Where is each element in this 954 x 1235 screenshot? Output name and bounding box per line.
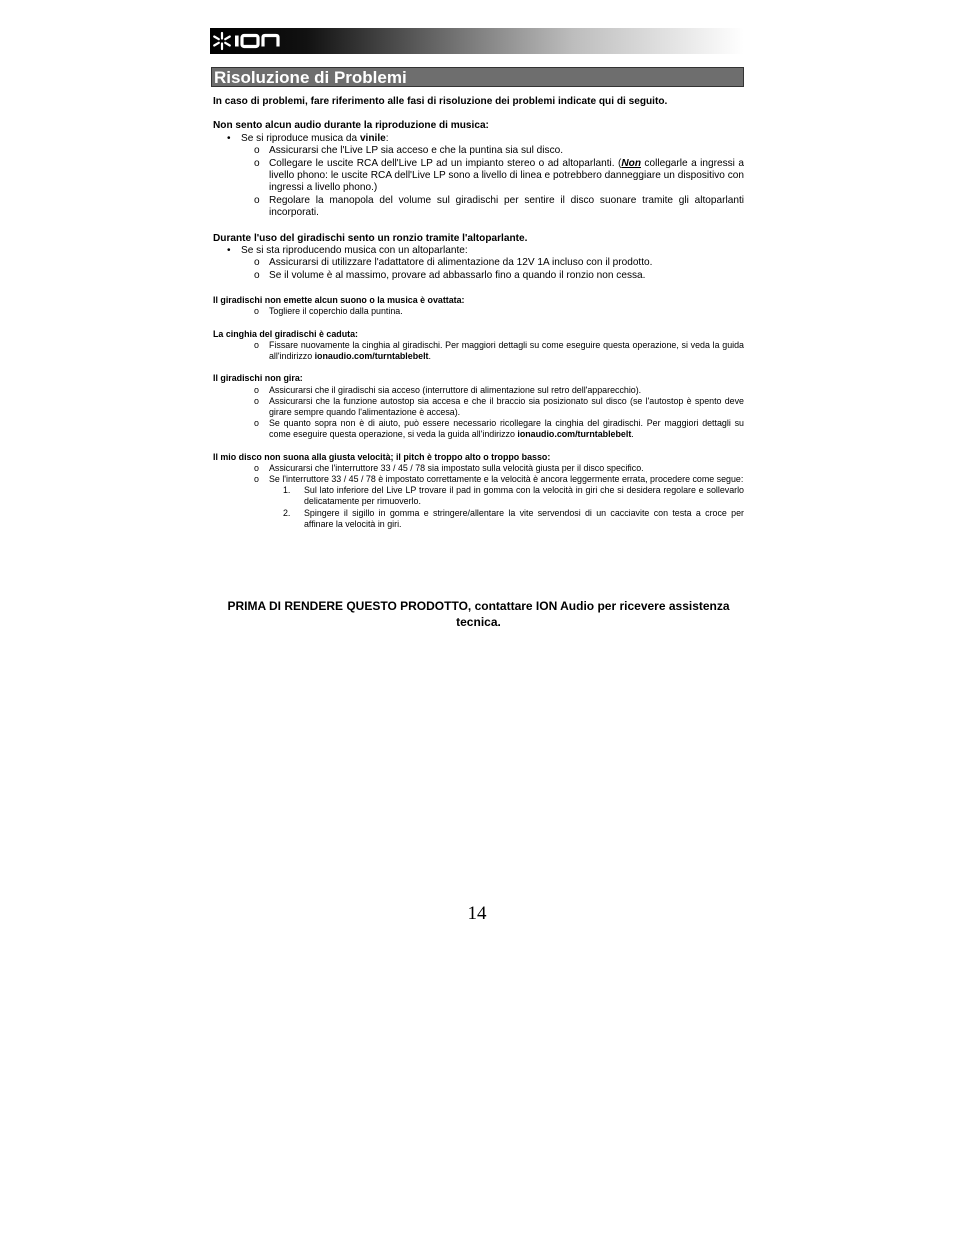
troubleshooting-content <box>213 96 744 530</box>
list-item: o Fissare nuovamente la cinghia al giradischi. Per maggiori dettagli su come eseguire questa operazione, si veda la guida all'indirizzo ionaudio.com/turntablebelt. <box>254 339 744 362</box>
list-item: o Assicurarsi che l'Live LP sia acceso e che la puntina sia sul disco. <box>254 145 564 157</box>
ion-logo-icon <box>212 31 284 51</box>
not-spinning-heading: Il giradischi non gira: <box>213 373 303 384</box>
hum-heading: Durante l'uso del giradischi sento un ronzio tramite l'altoparlante. <box>213 232 528 244</box>
speed-heading: Il mio disco non suona alla giusta velocità; il pitch è troppo alto o troppo basso: <box>213 451 551 462</box>
list-item: o Assicurarsi di utilizzare l'adattatore di alimentazione da 12V 1A incluso con il prodotto. <box>254 257 653 269</box>
no-audio-heading: Non sento alcun audio durante la riproduzione di musica: <box>213 120 489 132</box>
closing-note: PRIMA DI RENDERE QUESTO PRODOTTO, contattare ION Audio per ricevere assistenza tecnica. <box>227 599 730 629</box>
list-item: o Collegare le uscite RCA dell'Live LP ad un impianto stereo o ad altoparlanti. (Non collegarle a ingressi a livello phono: le uscite RCA dell'Live LP sono a livello di linea e potrebbero danneggiare un dispositivo con ingressi a livello phono.) <box>254 157 744 194</box>
page-number: 14 <box>467 903 487 924</box>
list-item: o Assicurarsi che la funzione autostop sia accesa e che il braccio sia posizionato sul disco (se l'autostop è spento deve girare sempre quando l'alimentazione è accesa). <box>254 395 744 417</box>
belt-heading: La cinghia del giradischi è caduta: <box>213 328 358 339</box>
section-title: Risoluzione di Problemi <box>211 67 744 87</box>
intro-text: In caso di problemi, fare riferimento alle fasi di risoluzione dei problemi indicate qui di seguito. <box>213 96 668 107</box>
list-item: o Assicurarsi che il giradischi sia acceso (interruttore di alimentazione sul retro dell'apparecchio). <box>254 384 642 395</box>
numbered-step: 2. Spingere il sigillo in gomma e stringere/allentare la vite servendosi di un cacciavite con testa a croce per affinare la velocità in giri. <box>283 507 744 529</box>
list-item: o Se quanto sopra non è di aiuto, può essere necessario ricollegare la cinghia del giradischi. Per maggiori dettagli su come eseguire questa operazione, si veda la guida all'indirizzo ionaudio.com/turntablebelt. <box>254 418 744 440</box>
belt-guide-link: ionaudio.com/turntablebelt <box>314 351 429 362</box>
numbered-step: 1. Sul lato inferiore del Live LP trovare il pad in gomma con la velocità in giri che si desidera regolare e sollevarlo delicatamente per rimuoverlo. <box>283 485 744 507</box>
list-item: o Togliere il coperchio dalla puntina. <box>254 306 403 317</box>
belt-guide-link: ionaudio.com/turntablebelt <box>517 429 632 440</box>
no-audio-bullet: • Se si riproduce musica da vinile: <box>213 133 744 145</box>
hum-bullet: • Se si sta riproducendo musica con un altoparlante: <box>213 245 744 257</box>
list-item: o Assicurarsi che l'interruttore 33 / 45 / 78 sia impostato sulla velocità giusta per il disco specifico. <box>254 462 644 473</box>
list-item: o Regolare la manopola del volume sul giradischi per sentire il disco suonare tramite gli altoparlanti incorporati. <box>254 194 744 219</box>
header-gradient-bar <box>210 28 744 54</box>
list-item: o Se l'interruttore 33 / 45 / 78 è impostato correttamente e la velocità è ancora leggermente errata, procedere come segue: <box>254 473 744 484</box>
list-item: o Se il volume è al massimo, provare ad abbassarlo fino a quando il ronzio non cessa. <box>254 269 646 281</box>
muffled-heading: Il giradischi non emette alcun suono o la musica è ovattata: <box>213 295 465 306</box>
